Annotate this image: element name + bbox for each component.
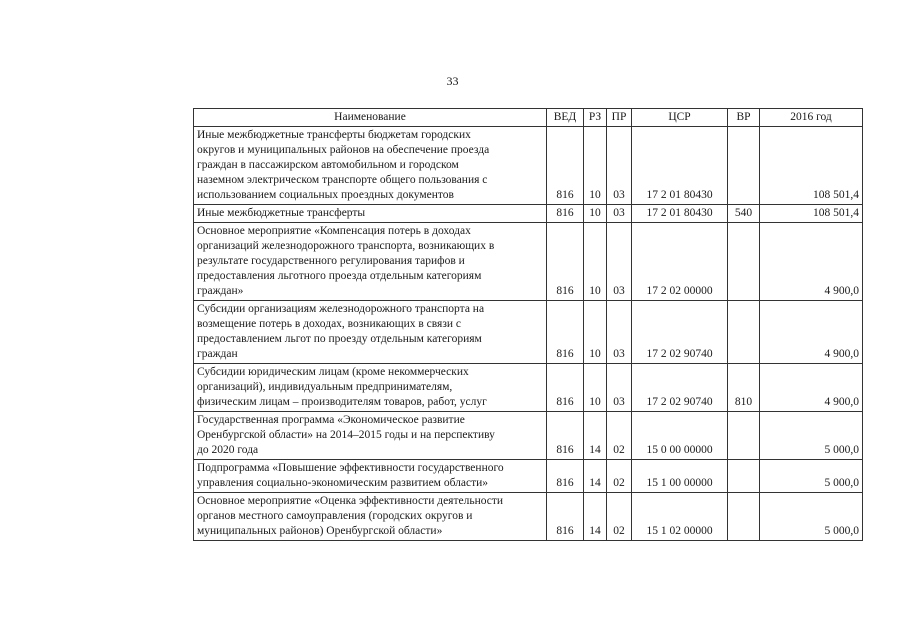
cell-csr: 15 1 02 00000: [632, 493, 728, 541]
cell-amount: 4 900,0: [760, 223, 863, 301]
cell-name-line: Подпрограмма «Повышение эффективности государственного: [197, 462, 504, 474]
column-header-ved: ВЕД: [547, 109, 584, 127]
cell-rz: 14: [584, 412, 607, 460]
table-row: [194, 223, 863, 301]
cell-pr: 02: [607, 412, 632, 460]
cell-name-line: граждан»: [197, 285, 244, 297]
budget-table: [193, 108, 863, 541]
cell-name-line: Субсидии организациям железнодорожного транспорта на: [197, 303, 485, 315]
cell-name-line: Иные межбюджетные трансферты: [197, 207, 366, 219]
cell-name-line: Основное мероприятие «Оценка эффективности деятельности: [197, 495, 504, 507]
cell-name: [194, 127, 547, 205]
cell-vr: [728, 460, 760, 493]
cell-vr: [728, 301, 760, 364]
column-header-year: 2016 год: [760, 109, 863, 127]
page-number: 33: [446, 74, 459, 88]
cell-pr: 03: [607, 223, 632, 301]
cell-name-line: граждан в пассажирском автомобильном и городском: [197, 159, 459, 171]
cell-name-line: предоставлением льгот по проезду отдельным категориям: [197, 333, 482, 345]
table-row: [194, 364, 863, 412]
cell-rz: 10: [584, 127, 607, 205]
table-row: [194, 205, 863, 223]
cell-vr: [728, 493, 760, 541]
cell-name-line: Иные межбюджетные трансферты бюджетам городских: [197, 129, 471, 141]
cell-name-line: Государственная программа «Экономическое развитие: [197, 414, 465, 426]
cell-name-line: организаций), индивидуальным предпринимателям,: [197, 381, 453, 393]
cell-amount: 5 000,0: [760, 460, 863, 493]
cell-ved: 816: [547, 412, 584, 460]
cell-name-line: наземном электрическом транспорте общего пользования с: [197, 174, 488, 186]
cell-rz: 10: [584, 205, 607, 223]
cell-name-line: до 2020 года: [197, 444, 259, 456]
cell-name: [194, 301, 547, 364]
cell-rz: 10: [584, 301, 607, 364]
cell-csr: 17 2 01 80430: [632, 205, 728, 223]
cell-pr: 02: [607, 460, 632, 493]
cell-pr: 03: [607, 301, 632, 364]
column-header-rz: РЗ: [584, 109, 607, 127]
cell-csr: 17 2 02 00000: [632, 223, 728, 301]
cell-name-line: возмещение потерь в доходах, возникающих в связи с: [197, 318, 462, 330]
cell-csr: 15 0 00 00000: [632, 412, 728, 460]
cell-amount: 5 000,0: [760, 412, 863, 460]
cell-pr: 03: [607, 205, 632, 223]
cell-name-line: организаций железнодорожного транспорта, возникающих в: [197, 240, 495, 252]
cell-pr: 02: [607, 493, 632, 541]
cell-name-line: использованием социальных проездных документов: [197, 189, 454, 201]
cell-name: [194, 364, 547, 412]
cell-rz: 14: [584, 493, 607, 541]
cell-vr: [728, 127, 760, 205]
cell-vr: [728, 412, 760, 460]
cell-rz: 14: [584, 460, 607, 493]
cell-name-line: Оренбургской области» на 2014–2015 годы и на перспективу: [197, 429, 495, 441]
cell-pr: 03: [607, 127, 632, 205]
table-row: [194, 493, 863, 541]
cell-name-line: предоставления льготного проезда отдельным категориям: [197, 270, 482, 282]
cell-name-line: Субсидии юридическим лицам (кроме некоммерческих: [197, 366, 469, 378]
cell-name: [194, 460, 547, 493]
cell-csr: 15 1 00 00000: [632, 460, 728, 493]
cell-amount: 108 501,4: [760, 205, 863, 223]
cell-vr: [728, 223, 760, 301]
cell-rz: 10: [584, 223, 607, 301]
cell-csr: 17 2 01 80430: [632, 127, 728, 205]
table-row: [194, 412, 863, 460]
column-header-vr: ВР: [728, 109, 760, 127]
cell-name: [194, 412, 547, 460]
cell-ved: 816: [547, 493, 584, 541]
cell-pr: 03: [607, 364, 632, 412]
cell-csr: 17 2 02 90740: [632, 301, 728, 364]
cell-ved: 816: [547, 223, 584, 301]
cell-name-line: управления социально-экономическим развитием области»: [197, 477, 489, 489]
cell-name: [194, 205, 547, 223]
cell-csr: 17 2 02 90740: [632, 364, 728, 412]
cell-name-line: муниципальных районов) Оренбургской области»: [197, 525, 443, 537]
cell-name-line: органов местного самоуправления (городских округов и: [197, 510, 473, 522]
table-row: [194, 460, 863, 493]
column-header-csr: ЦСР: [632, 109, 728, 127]
cell-ved: 816: [547, 364, 584, 412]
cell-name-line: округов и муниципальных районов на обеспечение проезда: [197, 144, 490, 156]
cell-vr: 540: [728, 205, 760, 223]
cell-rz: 10: [584, 364, 607, 412]
cell-amount: 5 000,0: [760, 493, 863, 541]
cell-name: [194, 493, 547, 541]
cell-ved: 816: [547, 127, 584, 205]
column-header-pr: ПР: [607, 109, 632, 127]
cell-amount: 108 501,4: [760, 127, 863, 205]
cell-amount: 4 900,0: [760, 364, 863, 412]
cell-ved: 816: [547, 460, 584, 493]
table-row: [194, 127, 863, 205]
cell-name-line: граждан: [197, 348, 238, 360]
cell-amount: 4 900,0: [760, 301, 863, 364]
cell-name-line: результате государственного регулирования тарифов и: [197, 255, 465, 267]
cell-ved: 816: [547, 205, 584, 223]
table-row: [194, 301, 863, 364]
cell-name: [194, 223, 547, 301]
cell-ved: 816: [547, 301, 584, 364]
cell-vr: 810: [728, 364, 760, 412]
cell-name-line: Основное мероприятие «Компенсация потерь в доходах: [197, 225, 471, 237]
table-header-row: [194, 109, 863, 127]
cell-name-line: физическим лицам – производителям товаров, работ, услуг: [197, 396, 487, 408]
column-header-name: Наименование: [194, 109, 547, 127]
